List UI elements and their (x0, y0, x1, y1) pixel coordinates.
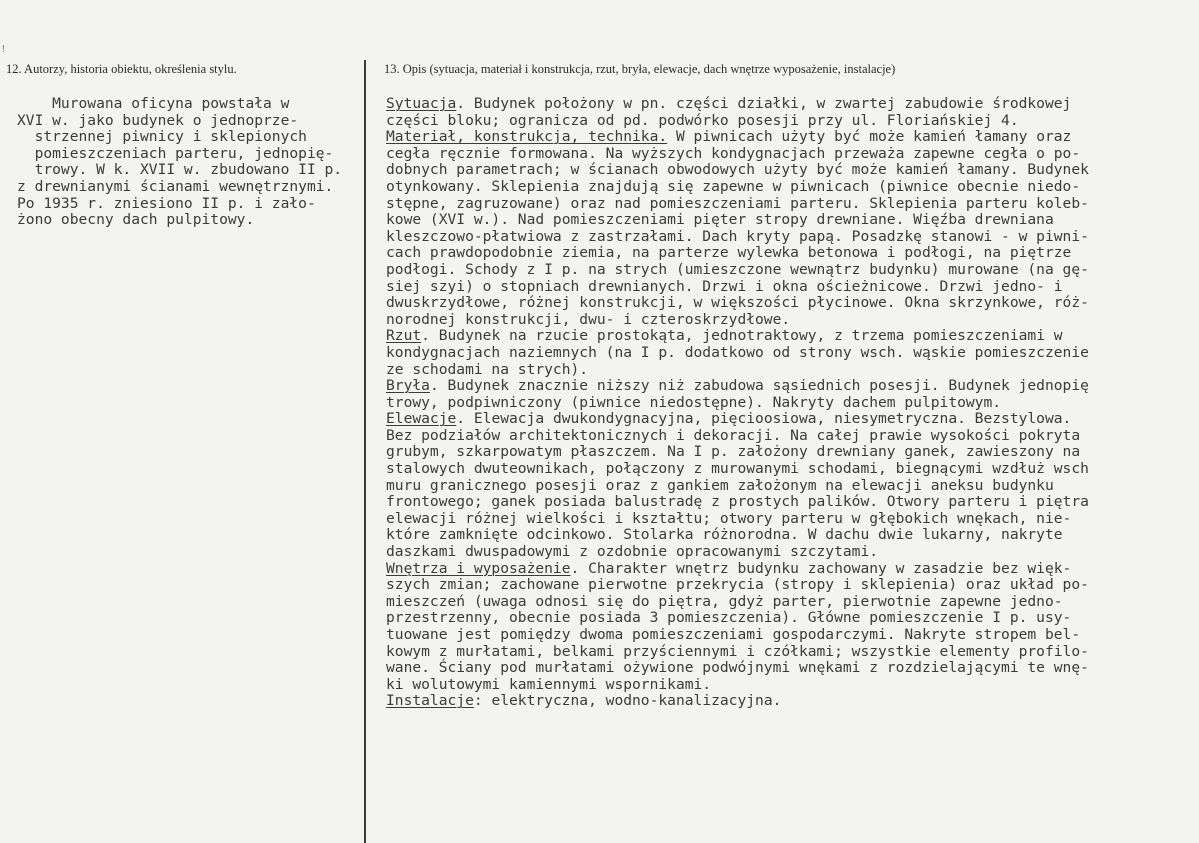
text-run: przestrzenny, obecnie posiada 3 pomieszczenia). Główne pomieszczenie I p. usy- (386, 609, 1072, 627)
text-run: trowy, podpiwniczony (piwnice niedostępne). Nakryty dachem pulpitowym. (386, 393, 1002, 411)
description-line (386, 478, 1089, 495)
text-run: Po 1935 r. zniesiono II p. i zało- (17, 194, 316, 212)
text-run: ze schodami na strych). (386, 360, 589, 378)
text-run: : elektryczna, wodno-kanalizacyjna. (473, 692, 782, 710)
text-run: podłogi. Schody z I p. na strych (umieszczone wewnątrz budynku) murowane (na gę- (386, 260, 1089, 278)
text-run: strzennej piwnicy i sklepionych (17, 128, 307, 146)
text-run: cegła ręcznie formowana. Na wyższych kondygnacjach przeważa zapewne cegła o po- (386, 144, 1081, 162)
description-line (386, 644, 1089, 661)
section-heading: Wnętrza i wyposażenie (386, 559, 571, 577)
text-run: . Charakter wnętrz budynku zachowany w zasadzie bez więk- (570, 559, 1072, 577)
description-line (386, 660, 1089, 677)
text-run: stępne, zagruzowane) oraz nad pomieszczeniami parteru. Sklepienia parteru koleb- (386, 194, 1089, 212)
description-line (386, 511, 1089, 528)
text-run: wane. Ściany pod murłatami ożywione podwójnymi wnękami z rozdzielającymi te wnę- (386, 659, 1089, 677)
description-line (386, 544, 1089, 561)
description-line (386, 395, 1089, 412)
description-line (386, 527, 1089, 544)
text-run: pomieszczeniach parteru, jednopię- (17, 144, 334, 162)
text-run: . Budynek znacznie niższy niż zabudowa sąsiednich posesji. Budynek jednopię (429, 377, 1089, 395)
description-line (386, 428, 1089, 445)
text-run: . Elewacja dwukondygnacyjna, pięcioosiowa, niesymetryczna. Bezstylowa. (456, 410, 1072, 428)
section-heading: Sytuacja (386, 95, 457, 112)
text-run: dwuskrzydłowe, różnej konstrukcji, w większości płycinowe. Okna skrzynkowe, róż- (386, 294, 1089, 312)
description-line (386, 627, 1089, 644)
section-12-header: 12. Autorzy, historia obiektu, określenia stylu. (6, 62, 237, 76)
section-heading: Rzut (386, 327, 422, 345)
description-line (386, 196, 1089, 213)
text-run: dobnych parametrach; w ścianach obwodowych użyty być może kamień łamany. Budynek (386, 161, 1089, 179)
description-line (386, 229, 1089, 246)
description-line (386, 113, 1089, 130)
text-run: szych zmian; zachowane pierwotne przekrycia (stropy i sklepienia) oraz układ po- (386, 576, 1089, 594)
description-line (386, 312, 1089, 329)
text-run: W piwnicach użyty być może kamień łamany oraz (667, 128, 1072, 146)
description-line (386, 594, 1089, 611)
text-run: tuowane jest pomiędzy dwoma pomieszczeniami gospodarczymi. Nakryte stropem bel- (386, 626, 1081, 643)
text-run: XVI w. jako budynek o jednoprze- (17, 111, 299, 129)
description-line (386, 693, 1089, 710)
text-run: stalowych dwuteownikach, połączony z murowanymi schodami, biegnącymi wzdłuż wsch (386, 460, 1089, 478)
history-line (17, 113, 342, 130)
text-run: muru granicznego posesji oraz z gankiem założonym na elewacji aneksu budynku (386, 476, 1054, 494)
description-line (386, 494, 1089, 511)
text-run: grubym, szkarpowatym płaszczem. Na I p. założony drewniany ganek, zawieszony na (386, 443, 1081, 461)
description-line (386, 610, 1089, 627)
description-line (386, 212, 1089, 229)
text-run: cach prawdopodobnie ziemia, na parterze wylewka betonowa i podłogi, na piętrze (386, 244, 1072, 262)
description-line (386, 279, 1089, 296)
description-line (386, 162, 1089, 179)
description-line (386, 295, 1089, 312)
section-heading: Instalacje (386, 692, 474, 710)
text-run: mieszczeń (uwaga odnosi się do piętra, gdyż parter, pierwotnie zapewne jedno- (386, 592, 1063, 610)
description-line (386, 245, 1089, 262)
text-run: . Budynek na rzucie prostokąta, jednotraktowy, z trzema pomieszczeniami w (421, 327, 1063, 345)
history-line (17, 162, 342, 179)
text-run: kleszczowo-płatwiowa z zastrzałami. Dach kryty papą. Posadzkę stanowi - w piwni- (386, 227, 1089, 245)
text-run: otynkowany. Sklepienia znajdują się zapewne w piwnicach (piwnice obecnie niedo- (386, 177, 1081, 195)
text-run: Bez podziałów architektonicznych i dekoracji. Na całej prawie wysokości pokryta (386, 426, 1081, 444)
column-divider (364, 60, 366, 843)
text-run: z drewnianymi ścianami wewnętrznymi. (17, 177, 334, 195)
description-line (386, 561, 1089, 578)
section-heading: Elewacje (386, 410, 457, 428)
history-line (17, 196, 342, 213)
description-line (386, 345, 1089, 362)
description-line (386, 444, 1089, 461)
section-13-header: 13. Opis (sytuacja, materiał i konstrukcja, rzut, bryła, elewacje, dach wnętrze wyposażenie, instalacje) (384, 62, 896, 76)
text-run: Murowana oficyna powstała w (17, 95, 290, 112)
description-line (386, 129, 1089, 146)
history-text (17, 96, 342, 229)
description-line (386, 378, 1089, 395)
text-run: trowy. W k. XVII w. zbudowano II p. (17, 161, 343, 179)
text-run: kowym z murłatami, belkami przyściennymi i czółkami; wszystkie elementy profilo- (386, 642, 1089, 660)
description-line (386, 577, 1089, 594)
text-run: daszkami dwuspadowymi z ozdobnie opracowanymi szczytami. (386, 543, 879, 561)
description-line (386, 677, 1089, 694)
description-line (386, 461, 1089, 478)
text-run: ki wolutowymi kamiennymi wspornikami. (386, 675, 712, 693)
history-line (17, 146, 342, 163)
description-line (386, 179, 1089, 196)
description-text (386, 96, 1089, 710)
description-line (386, 96, 1089, 113)
text-run: części bloku; ogranicza od pd. podwórko posesji przy ul. Floriańskiej 4. (386, 111, 1019, 129)
history-line (17, 179, 342, 196)
text-run: siej szyi) o stopniach drewnianych. Drzwi i okna ościeżnicowe. Drzwi jedno- i (386, 277, 1063, 295)
text-run: żono obecny dach pulpitowy. (17, 211, 255, 229)
text-run: kowe (XVI w.). Nad pomieszczeniami pięter stropy drewniane. Więźba drewniana (386, 211, 1054, 229)
section-heading: Materiał, konstrukcja, technika. (386, 128, 668, 146)
history-line (17, 212, 342, 229)
description-line (386, 262, 1089, 279)
history-line (17, 129, 342, 146)
text-run: które zamknięte odcinkowo. Stolarka różnorodna. W dachu dwie lukarny, nakryte (386, 526, 1063, 544)
text-run: . Budynek położony w pn. części działki, w zwartej zabudowie środkowej (456, 95, 1072, 112)
history-line (17, 96, 342, 113)
description-line (386, 411, 1089, 428)
text-run: elewacji różnej wielkości i kształtu; otwory parteru w głębokich wnękach, nie- (386, 509, 1072, 527)
description-line (386, 328, 1089, 345)
description-line (386, 362, 1089, 379)
margin-mark: ! (2, 44, 5, 55)
section-heading: Bryła (386, 377, 430, 395)
text-run: kondygnacjach naziemnych (na I p. dodatkowo od strony wsch. wąskie pomieszczenie (386, 343, 1089, 361)
description-line (386, 146, 1089, 163)
text-run: frontowego; ganek posiada balustradę z prostych palików. Otwory parteru i piętra (386, 493, 1089, 511)
text-run: norodnej konstrukcji, dwu- i czteroskrzydłowe. (386, 310, 791, 328)
